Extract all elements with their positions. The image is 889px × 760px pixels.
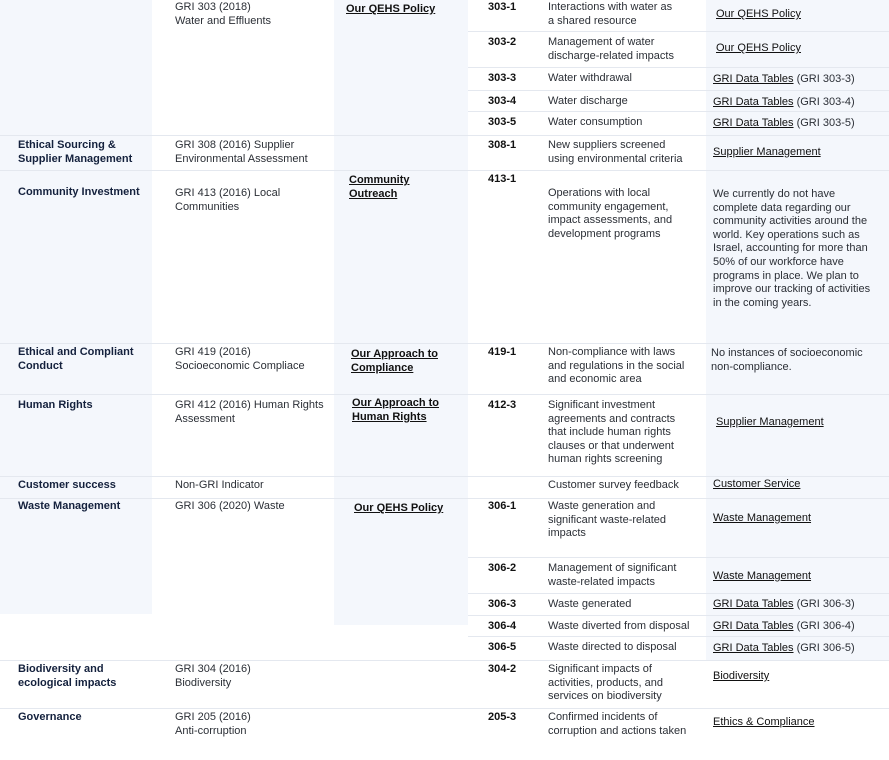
topic-label: Ethical and Compliant Conduct <box>18 346 134 372</box>
disclosure-title: Management of significant waste-related impacts <box>548 562 677 588</box>
response-link[interactable]: Supplier Management <box>713 146 821 158</box>
response-link[interactable]: Biodiversity <box>713 670 770 682</box>
disclosure-title: Waste directed to disposal <box>548 641 677 653</box>
disclosure-code: 306-1 <box>488 500 517 512</box>
disclosure-title: Water discharge <box>548 95 628 107</box>
response-cell <box>713 670 885 684</box>
gri-standard: GRI 308 (2016) Supplier Environmental Assessment <box>175 139 308 165</box>
response-cell <box>713 478 885 492</box>
topic-label: Community Investment <box>18 186 140 198</box>
disclosure-title: Management of water discharge-related impacts <box>548 36 674 62</box>
topic-label: Ethical Sourcing & Supplier Management <box>18 139 133 165</box>
disclosure-code: 303-5 <box>488 116 517 128</box>
row-divider <box>0 660 889 661</box>
response-cell <box>713 73 885 87</box>
disclosure-code: 304-2 <box>488 663 517 675</box>
disclosure-title: Waste generation and significant waste-related impacts <box>548 500 667 540</box>
response-cell <box>713 716 885 730</box>
disclosure-code: 306-4 <box>488 620 517 632</box>
response-cell <box>713 96 885 110</box>
response-text: (GRI 306-4) <box>793 620 855 632</box>
response-link[interactable]: GRI Data Tables <box>713 620 794 632</box>
response-cell <box>713 642 885 656</box>
row-divider <box>468 593 889 594</box>
response-link[interactable]: Customer Service <box>713 478 801 490</box>
response-text: (GRI 303-3) <box>793 73 855 85</box>
gri-standard: GRI 205 (2016) Anti-corruption <box>175 711 251 737</box>
row-divider <box>0 170 889 171</box>
management-approach-link[interactable]: Our Approach to Human Rights <box>352 397 439 423</box>
row-divider <box>0 498 889 499</box>
disclosure-code: 308-1 <box>488 139 517 151</box>
row-divider <box>468 90 889 91</box>
topic-label: Waste Management <box>18 500 121 512</box>
disclosure-title: Water withdrawal <box>548 72 632 84</box>
row-divider <box>0 135 889 136</box>
response-cell <box>716 42 888 56</box>
response-cell <box>713 512 885 526</box>
response-link[interactable]: Waste Management <box>713 570 812 582</box>
response-cell <box>711 347 883 374</box>
management-approach-link[interactable]: Community Outreach <box>349 174 410 200</box>
response-text: (GRI 306-5) <box>793 642 855 654</box>
row-divider <box>0 708 889 709</box>
response-cell <box>713 188 885 310</box>
response-link[interactable]: GRI Data Tables <box>713 642 794 654</box>
disclosure-title: New suppliers screened using environmental criteria <box>548 139 683 165</box>
column-shade <box>334 0 468 625</box>
response-link[interactable]: Waste Management <box>713 512 812 524</box>
gri-standard: GRI 419 (2016) Socioeconomic Compliace <box>175 346 305 372</box>
disclosure-title: Significant impacts of activities, products, and services on biodiversity <box>548 663 663 703</box>
management-approach-link[interactable]: Our QEHS Policy <box>346 3 436 15</box>
gri-standard: GRI 413 (2016) Local Communities <box>175 187 281 213</box>
column-shade <box>0 0 152 614</box>
row-divider <box>0 394 889 395</box>
disclosure-code: 412-3 <box>488 399 517 411</box>
row-divider <box>468 111 889 112</box>
disclosure-code: 306-5 <box>488 641 517 653</box>
response-text: (GRI 303-5) <box>793 117 855 129</box>
row-divider <box>468 67 889 68</box>
response-cell <box>713 620 885 634</box>
disclosure-title: Confirmed incidents of corruption and actions taken <box>548 711 687 737</box>
disclosure-code: 303-1 <box>488 1 517 13</box>
gri-standard: GRI 412 (2016) Human Rights Assessment <box>175 399 324 425</box>
gri-standard: GRI 303 (2018) Water and Effluents <box>175 1 271 27</box>
response-text: No instances of socioeconomic non-compliance. <box>711 347 863 373</box>
disclosure-code: 303-4 <box>488 95 517 107</box>
response-link[interactable]: Our QEHS Policy <box>716 42 801 54</box>
gri-standard: Non-GRI Indicator <box>175 479 264 491</box>
response-link[interactable]: GRI Data Tables <box>713 117 794 129</box>
gri-standard: GRI 306 (2020) Waste <box>175 500 285 512</box>
row-divider <box>468 31 889 32</box>
topic-label: Customer success <box>18 479 116 491</box>
disclosure-title: Waste generated <box>548 598 632 610</box>
topic-label: Governance <box>18 711 82 723</box>
disclosure-title: Customer survey feedback <box>548 479 679 491</box>
response-link[interactable]: GRI Data Tables <box>713 96 794 108</box>
disclosure-title: Waste diverted from disposal <box>548 620 690 632</box>
response-cell <box>716 416 888 430</box>
response-cell <box>713 146 885 160</box>
response-cell <box>713 570 885 584</box>
response-text: We currently do not have complete data regarding our community activities around the world. Key operations such as Israel, accounting for more than 50% of our workforce have programs in place. We plan to improve our tracking of activities in the coming years. <box>713 188 871 309</box>
disclosure-code: 303-3 <box>488 72 517 84</box>
response-cell <box>713 117 885 131</box>
response-cell <box>713 598 885 612</box>
disclosure-title: Significant investment agreements and contracts that include human rights clauses or that underwent human rights screening <box>548 399 676 466</box>
response-link[interactable]: GRI Data Tables <box>713 598 794 610</box>
response-link[interactable]: Our QEHS Policy <box>716 8 801 20</box>
disclosure-code: 306-2 <box>488 562 517 574</box>
topic-label: Biodiversity and ecological impacts <box>18 663 117 689</box>
disclosure-code: 419-1 <box>488 346 517 358</box>
row-divider <box>468 636 889 637</box>
disclosure-title: Water consumption <box>548 116 643 128</box>
response-text: (GRI 306-3) <box>793 598 855 610</box>
row-divider <box>0 343 889 344</box>
row-divider <box>468 557 889 558</box>
disclosure-title: Non-compliance with laws and regulations in the social and economic area <box>548 346 685 386</box>
disclosure-code: 413-1 <box>488 173 517 185</box>
response-link[interactable]: Ethics & Compliance <box>713 716 815 728</box>
gri-standard: GRI 304 (2016) Biodiversity <box>175 663 251 689</box>
response-text: (GRI 303-4) <box>793 96 855 108</box>
disclosure-title: Interactions with water as a shared resource <box>548 1 673 27</box>
row-divider <box>0 476 889 477</box>
response-link[interactable]: Supplier Management <box>716 416 824 428</box>
row-divider <box>468 615 889 616</box>
response-link[interactable]: GRI Data Tables <box>713 73 794 85</box>
disclosure-title: Operations with local community engagement, impact assessments, and development programs <box>548 187 673 240</box>
disclosure-code: 303-2 <box>488 36 517 48</box>
response-cell <box>716 8 888 22</box>
management-approach-link[interactable]: Our QEHS Policy <box>354 502 444 514</box>
management-approach-link[interactable]: Our Approach to Compliance <box>351 348 438 374</box>
topic-label: Human Rights <box>18 399 93 411</box>
disclosure-code: 205-3 <box>488 711 517 723</box>
disclosure-code: 306-3 <box>488 598 517 610</box>
